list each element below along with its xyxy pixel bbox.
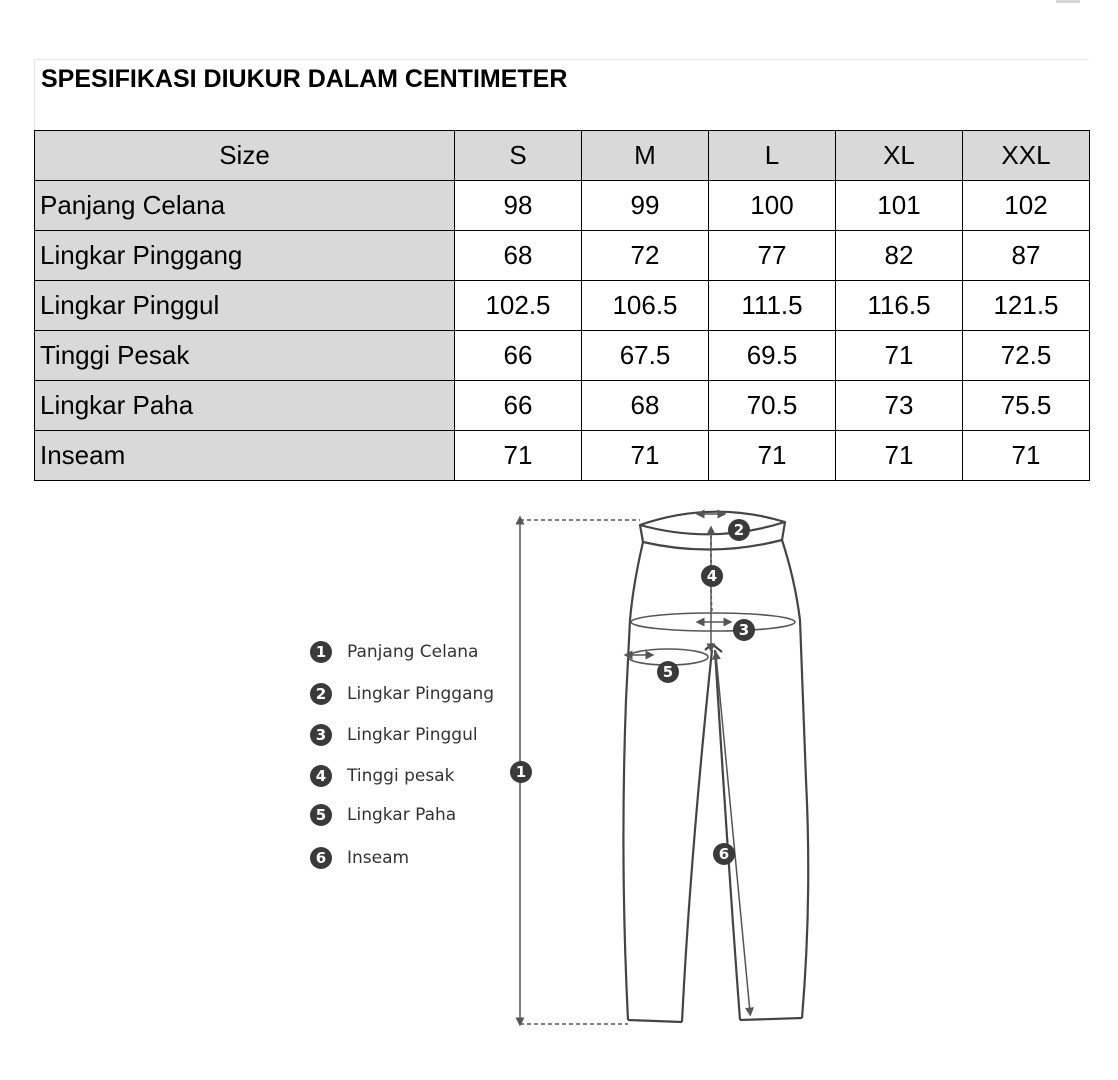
svg-text:2: 2 <box>733 521 745 539</box>
table-cell: 68 <box>582 381 709 431</box>
row-label: Tinggi Pesak <box>35 331 455 381</box>
table-row <box>35 231 1090 281</box>
marker-3-icon <box>733 619 755 641</box>
table-cell: 100 <box>709 181 836 231</box>
row-label: Lingkar Pinggang <box>35 231 455 281</box>
svg-text:4: 4 <box>706 567 718 585</box>
svg-text:5: 5 <box>662 663 674 681</box>
table-cell: 82 <box>836 231 963 281</box>
table-row <box>35 281 1090 331</box>
table-cell: 106.5 <box>582 281 709 331</box>
number-badge-icon: 2 <box>310 683 332 705</box>
corner-mark <box>1056 0 1080 3</box>
svg-text:3: 3 <box>738 621 750 639</box>
table-header-row <box>35 131 1090 181</box>
table-cell: 73 <box>836 381 963 431</box>
table-row <box>35 381 1090 431</box>
legend-label: Lingkar Paha <box>347 805 457 825</box>
table-cell: 68 <box>455 231 582 281</box>
table-cell: 71 <box>455 431 582 481</box>
table-cell: 72.5 <box>963 331 1090 381</box>
table-cell: 102.5 <box>455 281 582 331</box>
row-label: Lingkar Paha <box>35 381 455 431</box>
legend-label: Tinggi pesak <box>347 766 455 786</box>
legend-label: Inseam <box>347 848 410 868</box>
header-l: L <box>709 131 836 181</box>
marker-4-icon <box>701 565 723 587</box>
header-s: S <box>455 131 582 181</box>
marker-5-icon <box>657 661 679 683</box>
table-row <box>35 181 1090 231</box>
header-size: Size <box>35 131 455 181</box>
table-cell: 77 <box>709 231 836 281</box>
table-cell: 71 <box>582 431 709 481</box>
table-cell: 121.5 <box>963 281 1090 331</box>
table-cell: 66 <box>455 381 582 431</box>
table-row <box>35 331 1090 381</box>
table-cell: 102 <box>963 181 1090 231</box>
table-cell: 111.5 <box>709 281 836 331</box>
table-cell: 99 <box>582 181 709 231</box>
header-xxl: XXL <box>963 131 1090 181</box>
legend-label: Panjang Celana <box>347 642 479 662</box>
table-cell: 71 <box>836 331 963 381</box>
pants-diagram-icon <box>300 500 860 1040</box>
table-cell: 71 <box>963 431 1090 481</box>
row-label: Panjang Celana <box>35 181 455 231</box>
row-label: Lingkar Pinggul <box>35 281 455 331</box>
header-xl: XL <box>836 131 963 181</box>
number-badge-icon: 4 <box>310 765 332 787</box>
svg-text:1: 1 <box>515 763 527 781</box>
table-cell: 71 <box>836 431 963 481</box>
header-m: M <box>582 131 709 181</box>
table-cell: 116.5 <box>836 281 963 331</box>
marker-1-icon <box>510 761 532 783</box>
table-cell: 67.5 <box>582 331 709 381</box>
marker-2-icon <box>728 519 750 541</box>
row-label: Inseam <box>35 431 455 481</box>
table-cell: 75.5 <box>963 381 1090 431</box>
table-cell: 66 <box>455 331 582 381</box>
svg-text:6: 6 <box>718 845 730 863</box>
number-badge-icon: 3 <box>310 724 332 746</box>
number-badge-icon: 5 <box>310 804 332 826</box>
legend-label: Lingkar Pinggang <box>347 684 495 704</box>
marker-6-icon <box>713 843 735 865</box>
table-cell: 98 <box>455 181 582 231</box>
number-badge-icon: 6 <box>310 847 332 869</box>
table-cell: 87 <box>963 231 1090 281</box>
number-badge-icon: 1 <box>310 641 332 663</box>
table-cell: 70.5 <box>709 381 836 431</box>
page-title: SPESIFIKASI DIUKUR DALAM CENTIMETER <box>41 65 568 93</box>
table-cell: 72 <box>582 231 709 281</box>
table-row <box>35 431 1090 481</box>
size-table <box>34 130 1090 481</box>
table-cell: 69.5 <box>709 331 836 381</box>
table-cell: 71 <box>709 431 836 481</box>
table-cell: 101 <box>836 181 963 231</box>
legend-label: Lingkar Pinggul <box>347 725 478 745</box>
title-box <box>34 59 1089 130</box>
